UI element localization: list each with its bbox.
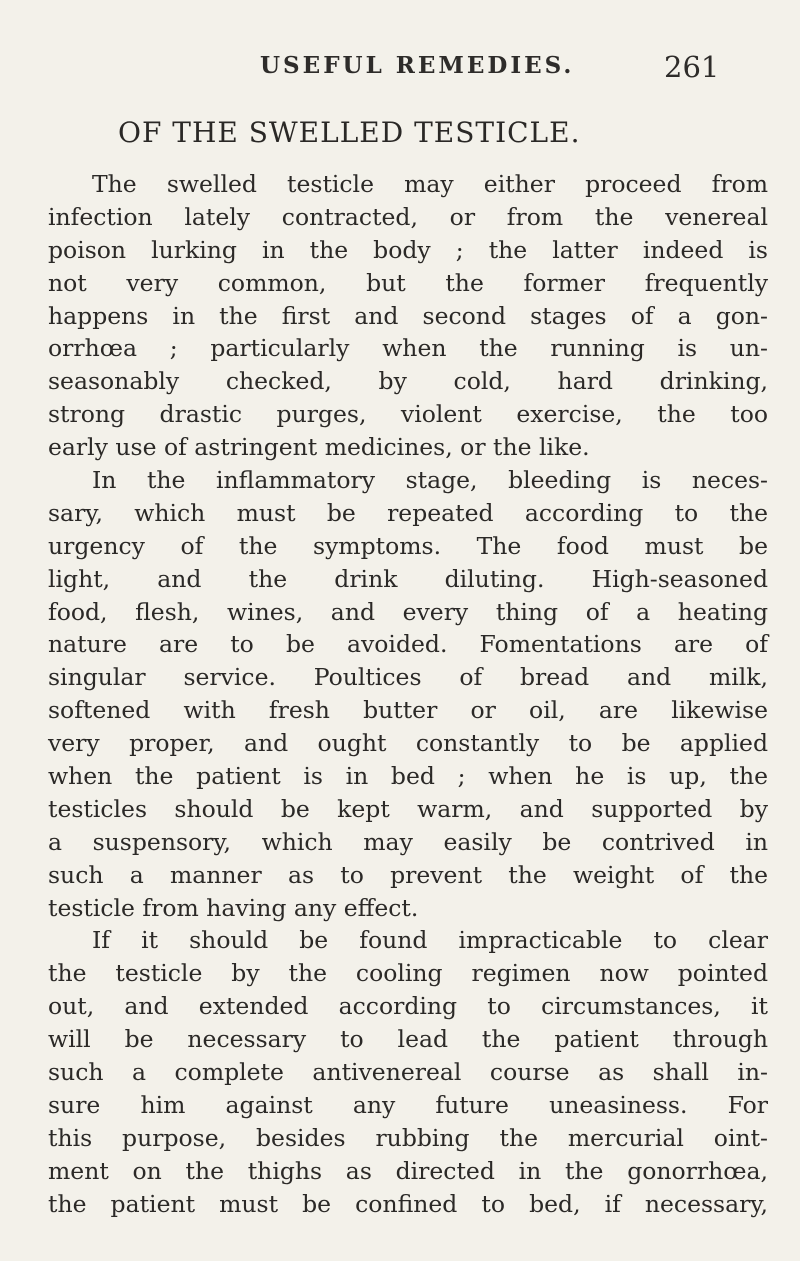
text-line: the patient must be confined to bed, if necessary, <box>48 1189 768 1218</box>
text-line: light, and the drink diluting. High-seasoned <box>48 564 768 593</box>
text-line: seasonably checked, by cold, hard drinking, <box>48 367 768 396</box>
text-line: happens in the first and second stages of a gon- <box>48 301 768 330</box>
text-line: singular service. Poultices of bread and milk, <box>48 663 768 692</box>
text-line: sary, which must be repeated according to the <box>48 498 768 527</box>
page-number: 261 <box>664 50 720 84</box>
text-line: such a complete antivenereal course as shall in- <box>48 1058 768 1087</box>
text-line: such a manner as to prevent the weight of the <box>48 860 768 889</box>
text-line: testicle from having any effect. <box>48 893 419 922</box>
running-head <box>0 52 800 88</box>
text-line: not very common, but the former frequently <box>48 268 768 297</box>
text-line: sure him against any future uneasiness. For <box>48 1090 768 1119</box>
chapter-title: OF THE SWELLED TESTICLE. <box>118 116 581 149</box>
body-text <box>48 168 768 1221</box>
text-line: softened with fresh butter or oil, are likewise <box>48 696 768 725</box>
text-line: urgency of the symptoms. The food must be <box>48 531 768 560</box>
text-line: The swelled testicle may either proceed from <box>92 170 768 198</box>
text-line: testicles should be kept warm, and supported by <box>48 794 768 823</box>
text-line: food, flesh, wines, and every thing of a heating <box>48 597 768 626</box>
text-line: a suspensory, which may easily be contrived in <box>48 827 768 856</box>
text-line: the testicle by the cooling regimen now pointed <box>48 959 768 988</box>
running-title: USEFUL REMEDIES. <box>260 52 575 79</box>
text-line: ment on the thighs as directed in the gonorrhœa, <box>48 1156 768 1185</box>
text-line: when the patient is in bed ; when he is up, the <box>48 762 768 791</box>
text-line: infection lately contracted, or from the venereal <box>48 202 768 231</box>
text-line: this purpose, besides rubbing the mercurial oint- <box>48 1123 768 1152</box>
text-line: orrhœa ; particularly when the running is un- <box>48 334 768 363</box>
text-line: poison lurking in the body ; the latter indeed is <box>48 235 768 264</box>
text-line: very proper, and ought constantly to be applied <box>48 729 768 758</box>
text-line: early use of astringent medicines, or the like. <box>48 433 590 462</box>
text-line: out, and extended according to circumstances, it <box>48 992 768 1021</box>
text-line: nature are to be avoided. Fomentations are of <box>48 630 768 659</box>
text-line: strong drastic purges, violent exercise, the too <box>48 400 768 429</box>
text-line: will be necessary to lead the patient through <box>48 1025 768 1054</box>
text-line: If it should be found impracticable to clear <box>92 926 768 955</box>
text-line: In the inflammatory stage, bleeding is neces- <box>92 466 768 495</box>
